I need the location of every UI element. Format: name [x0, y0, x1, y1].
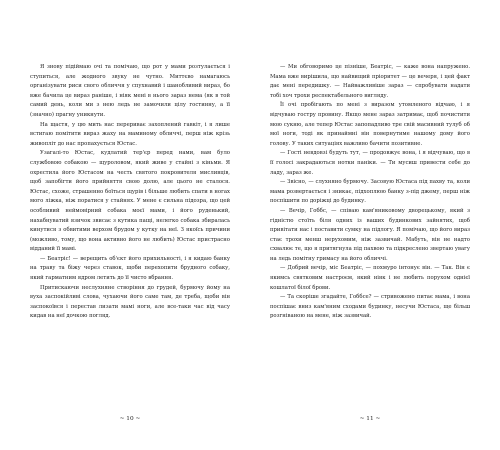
paragraph: — Звісно, — слухняно бурмочу. Засовую Юстаса під пахву та, коли мама розвертається і зникає, підхоплюю банку з-під джему, перш ніж поспішити по доріжці до будинку.	[270, 179, 470, 205]
paragraph: Я знову підіймаю очі та помічаю, що рот у мами розтулається і ступиться, але жодного звуку не чутно. Миттєво намагаюсь організувати риси свого обличчя у спухнавий і шанобливий вираз, бо вже бачила це вираз раніше, і ніяк мені в нього зараз нема (як в той самий день, коли ми з нею ледь не замочили цілу гостинну, а її (значно) прагну уникнути.	[30, 64, 230, 118]
paragraph: — Гості невдовзі будуть тут, — продовжує вона, і я відчуваю, що в її голосі закрадаються нотки паніки. — Ти мусиш привести себе до ладу, зараз же.	[270, 150, 470, 176]
paragraph: Її очі пробігають по мені з виразом утомленого відчаю, і я відчуваю гостру провину. Якщо мене зараз затримає, щоб почистити мою сукню, але тепер Юстас запопадливо тре свій масивний тулуб об мої ноги, тоді як принаймні він повернутиме нашому дому його голову. У таких ситуаціях важливо бачити позитивне.	[270, 102, 470, 147]
page-number: ~ 10 ~	[119, 416, 141, 422]
paragraph: — Ми обговоримо це пізніше, Беатріс, — каже вона напружено. Мама вже вирішила, що найвищий пріоритет — це вечеря, і цей факт дає мені передишку. — Найважливіше зараз — спробувати надати тобі хоч трохи респектабельного вигляду.	[270, 64, 470, 99]
paragraph: — Добрий вечір, міс Беатріс, — похмуро інтонує він. — Так. Він є якимсь святковим настроєм, який ніяк і не любить порухом однієї кошлатої білої брови.	[270, 265, 470, 291]
paragraph: Узагалі-то Юстас, кудлатий тер'єр перед нами, вам було службовою собакою — щуроловом, який живе у стайні з кіньми. Я охрестила його Юстасом на честь святого покровителя мисливців, щоб запобігти його прийняття свою долю, але цього не сталося. Юстас, схоже, страшенно боїться щурів і більше любить спати в ногах мого ліжка, ніж поратися у стайнях. У мене є сильна підозра, що цей особливий неймовірний собака моєї мами, і його руденький, нахабнуватий язичок звисає з кутика пащі, нелегко собака збиралась кинутися з обвитими верхом брудом у кутку на неї. З якоїсь причини (можливо, тому, що вона активно його не любить) Юстас пристрасно відданий її мамі.	[30, 150, 230, 253]
paragraph: На щастя, у цю мить нас перериває захоплений гавкіт, і я лише встигаю помітити вираз жаху на маминому обличчі, перш ніж крізь живопліт до нас пропахується Юстас.	[30, 121, 230, 147]
paragraph: — Та скоріше згадайте, Гоббсе? — стривожено питає мама, і вона поспішає вниз кам'яним сходами будинку, несучи Юстаса, ще більш розгніваною на мене, ніж зазвичай.	[270, 294, 470, 320]
right-page	[250, 0, 500, 450]
paragraph: — Беатріс! — верещить об'єкт його прихильності, і я кидаю банку на траву та біжу через ставок, щоби перехопити брудного собаку, який гарматним ядром летить до її чисто вбрання.	[30, 255, 230, 282]
paragraph: Притискаючи неслухняне створіння до грудей, бурмочу йому на вуха заспокійливі слова, чухаючи його саме там, де треба, щоби він заспокоївся і перестав лизати мамі ноги, але все-таки час від часу кидав на неї дочкою погляд.	[30, 284, 230, 320]
paragraph: — Вечір, Гоббс, — співаю кам'яниковому дворецькому, який з гідністю стоїть біля одних із ваших будинкових зайнятих, щоб привітати нас і поставити сумку на підлогу. Я помічаю, що його вираз стає трохи менш нерухомим, ніж зазвичай. Мабуть, він не надто схвалює те, що я притягнула під пахвою та підкреслено звертаю увагу на ледь помітну гримасу на його обличчі.	[270, 207, 470, 262]
page-number: ~ 11 ~	[359, 416, 381, 422]
left-page-text	[30, 63, 230, 322]
right-page-text	[270, 63, 470, 322]
